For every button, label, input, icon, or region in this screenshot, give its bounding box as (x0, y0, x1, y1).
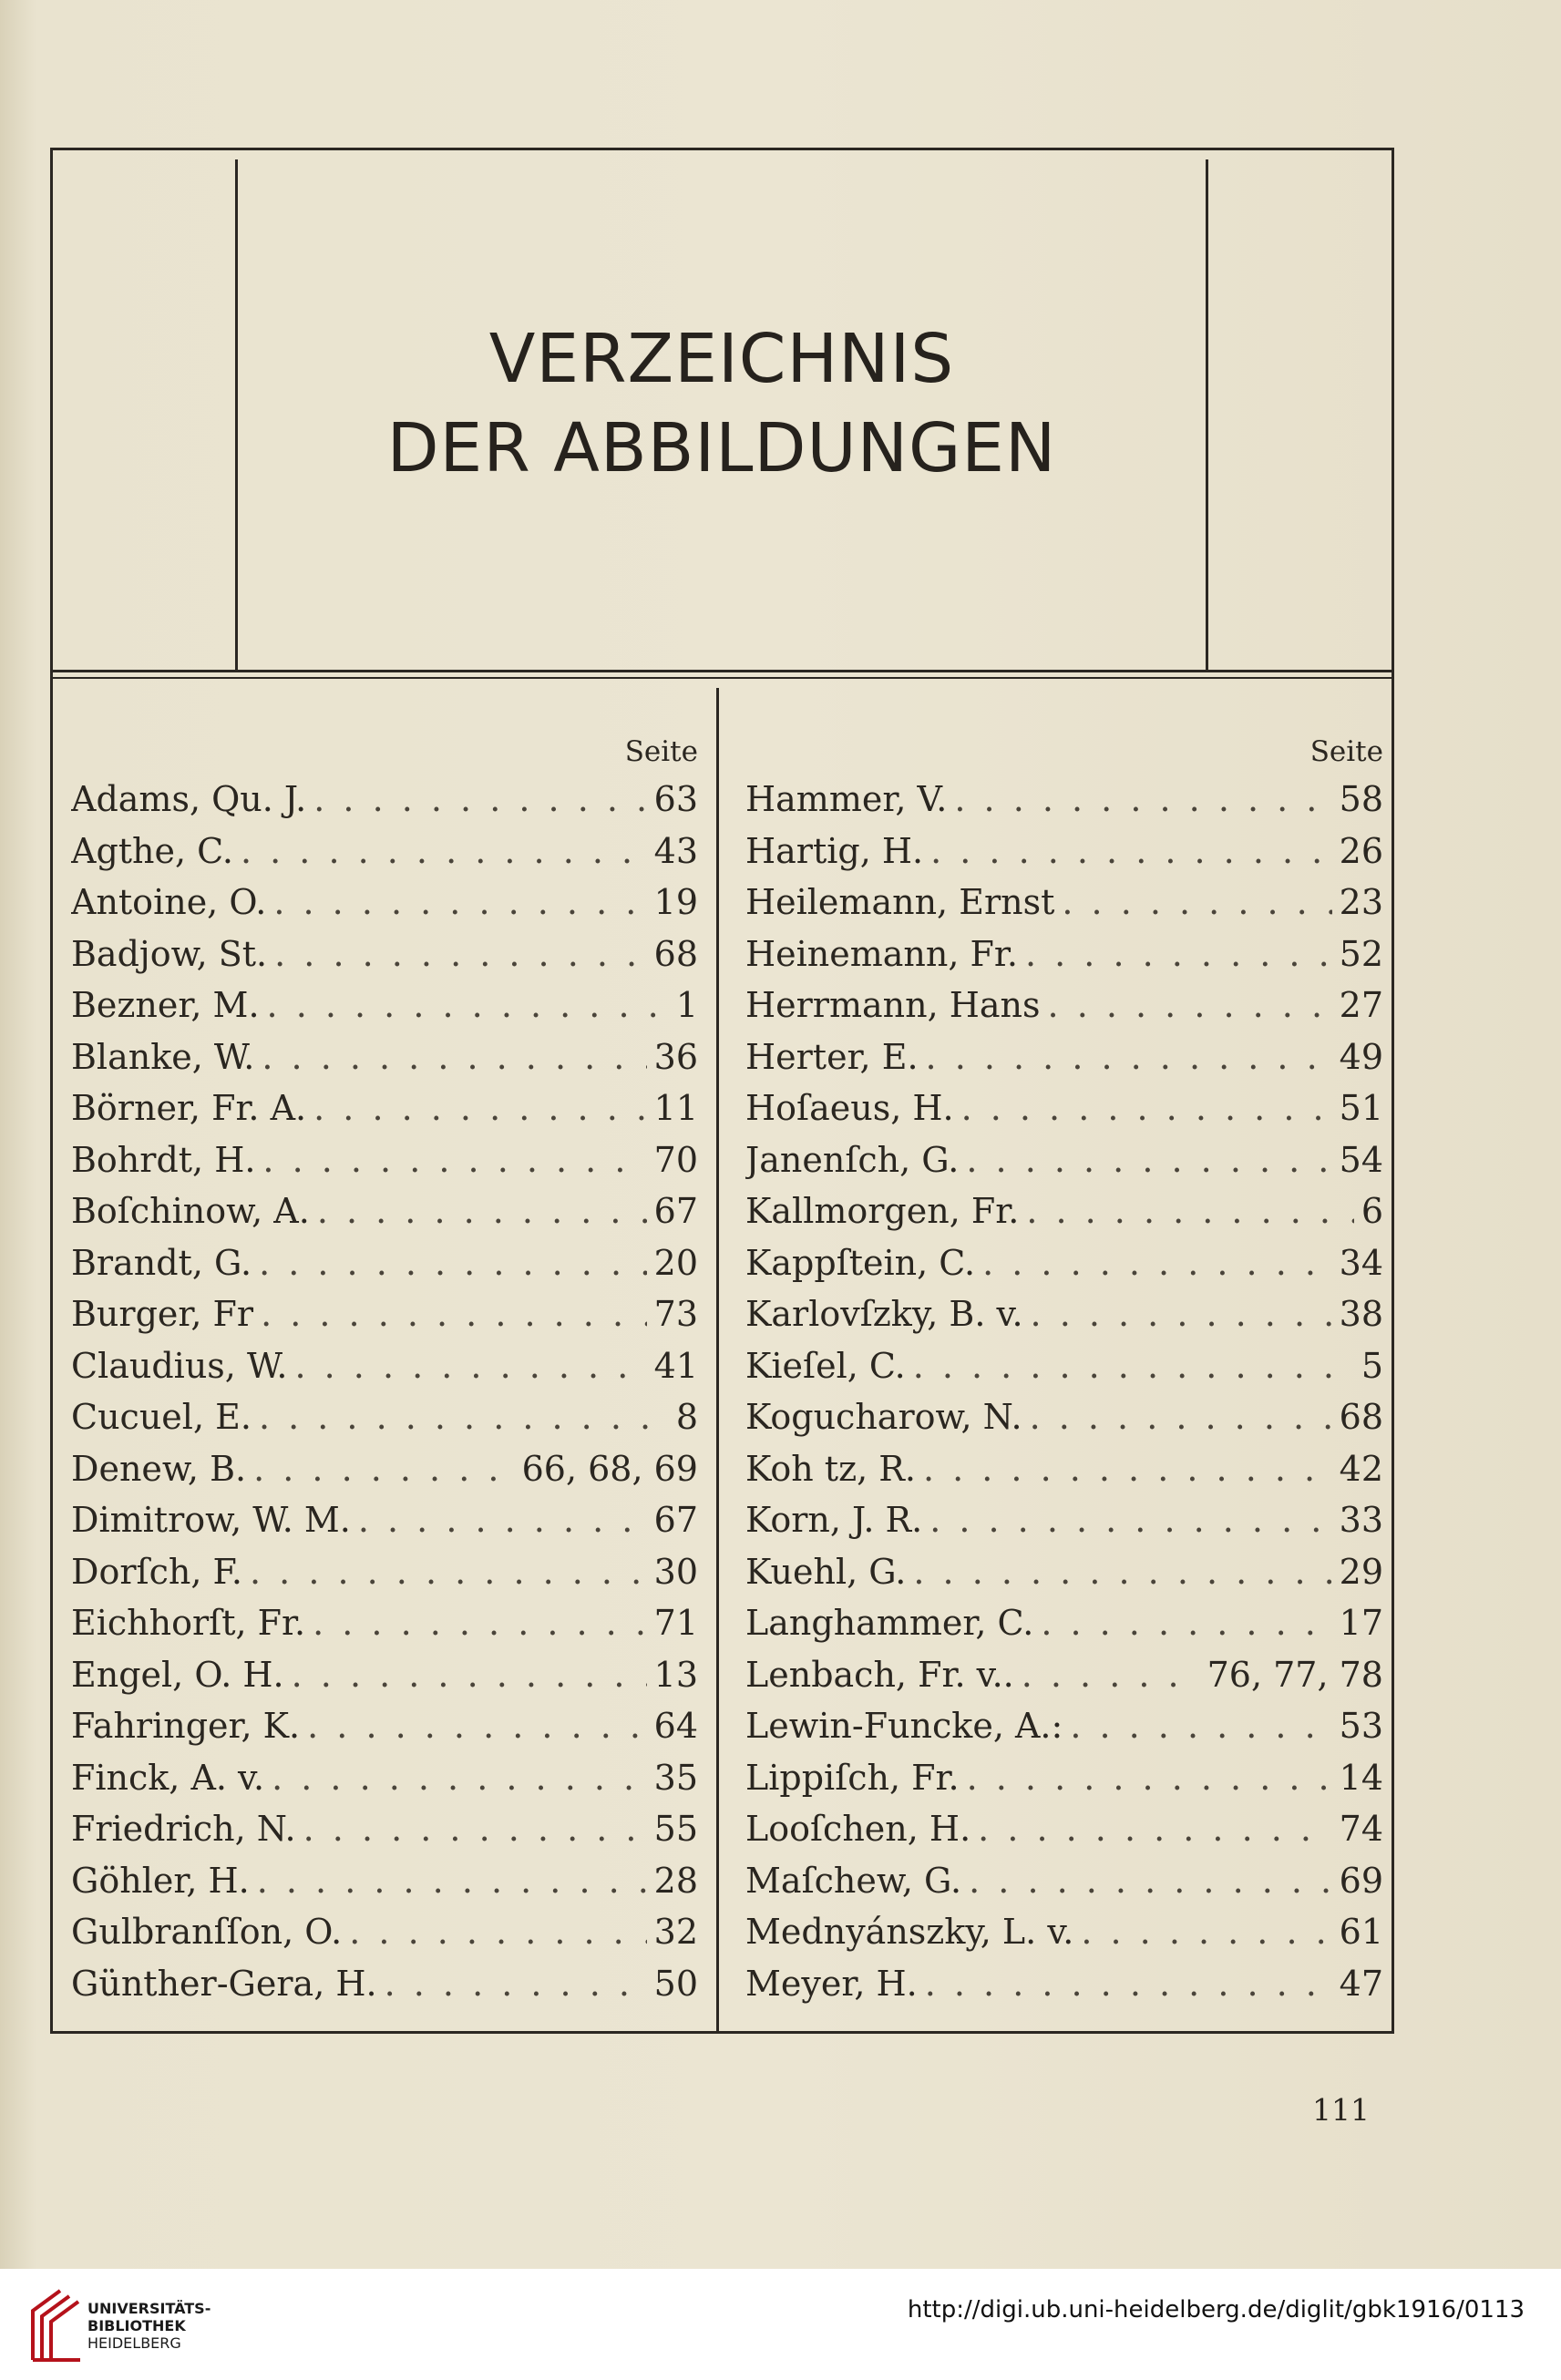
entry-name: Kogucharow, N. (745, 1397, 1022, 1437)
entry-page: 51 (1339, 1088, 1383, 1128)
index-entry (71, 1752, 698, 1804)
entry-name: Denew, B. (71, 1448, 247, 1489)
index-entry (745, 1340, 1383, 1392)
entry-page: 19 (653, 882, 698, 922)
entry-name: Heinemann, Fr. (745, 933, 1018, 974)
index-entry (745, 877, 1383, 928)
leader-dots (253, 1443, 515, 1495)
leader-dots (307, 1700, 647, 1752)
entry-name: Lenbach, Fr. v.. (745, 1654, 1014, 1695)
entry-page: 42 (1339, 1448, 1383, 1489)
entry-name: Dimitrow, W. M. (71, 1500, 351, 1540)
leader-dots (250, 1546, 647, 1598)
entry-name: Hoſaeus, H. (745, 1088, 954, 1128)
title-box (53, 150, 1392, 670)
index-entry (71, 928, 698, 980)
entry-name: Adams, Qu. J. (71, 779, 307, 819)
leader-dots (925, 1958, 1332, 2010)
entry-page: 6 (1361, 1191, 1383, 1231)
index-entry (745, 1082, 1383, 1134)
index-entry (745, 1494, 1383, 1546)
index-entry (71, 1855, 698, 1907)
leader-dots (926, 1031, 1332, 1083)
leader-dots (1062, 877, 1331, 928)
index-entry (745, 1700, 1383, 1752)
index-entry (71, 1494, 698, 1546)
index-entry (71, 1391, 698, 1443)
entry-name: Cucuel, E. (71, 1397, 252, 1437)
index-list-left (71, 774, 698, 2009)
leader-dots (1048, 980, 1332, 1031)
entry-page: 17 (1339, 1603, 1383, 1643)
index-entry (745, 1597, 1383, 1649)
entry-page: 32 (653, 1912, 698, 1952)
index-entry (71, 980, 698, 1031)
entry-name: Hartig, H. (745, 830, 924, 871)
entry-page: 26 (1339, 830, 1383, 871)
entry-page: 13 (653, 1654, 698, 1695)
entry-page: 66, 68, 69 (521, 1448, 698, 1489)
leader-dots (313, 1082, 647, 1134)
title-line-2: DER ABBILDUNGEN (386, 409, 1057, 487)
title-line-1: VERZEICHNIS (488, 320, 955, 398)
index-entry (71, 1546, 698, 1598)
entry-page: 28 (653, 1860, 698, 1901)
entry-page: 1 (675, 985, 698, 1025)
index-entry (745, 928, 1383, 980)
entry-name: Boſchinow, A. (71, 1191, 310, 1231)
column-header-seite: Seite (624, 735, 698, 768)
leader-dots (358, 1494, 647, 1546)
entry-name: Antoine, O. (71, 882, 267, 922)
page-title (238, 314, 1206, 493)
leader-dots (929, 1494, 1331, 1546)
index-entry (745, 1752, 1383, 1804)
leader-dots (1022, 1649, 1200, 1701)
entry-page: 74 (1339, 1809, 1383, 1849)
index-entry (71, 1082, 698, 1134)
leader-dots (292, 1649, 647, 1701)
leader-dots (349, 1906, 646, 1958)
leader-dots (294, 1340, 646, 1392)
entry-name: Langhammer, C. (745, 1603, 1034, 1643)
entry-name: Maſchew, G. (745, 1860, 962, 1901)
index-entry (71, 1185, 698, 1237)
entry-name: Bezner, M. (71, 985, 260, 1025)
entry-name: Kallmorgen, Fr. (745, 1191, 1020, 1231)
entry-page: 35 (653, 1757, 698, 1798)
index-column-left (71, 733, 698, 2009)
entry-page: 61 (1339, 1912, 1383, 1952)
entry-name: Göhler, H. (71, 1860, 250, 1901)
column-header-seite: Seite (1309, 735, 1383, 768)
entry-page: 49 (1339, 1036, 1383, 1077)
leader-dots (967, 1752, 1332, 1804)
leader-dots (1070, 1700, 1331, 1752)
source-url-link[interactable]: http://digi.ub.uni-heidelberg.de/diglit/gbk1916/0113 (907, 2296, 1525, 2324)
entry-name: Fahringer, K. (71, 1706, 301, 1746)
leader-dots (982, 1237, 1332, 1289)
library-logo-icon (24, 2283, 93, 2365)
entry-page: 30 (653, 1551, 698, 1592)
entry-name: Karlovſzky, B. v. (745, 1294, 1023, 1334)
title-divider-rule (50, 670, 1394, 672)
index-entry (745, 1031, 1383, 1083)
leader-dots (1031, 1288, 1332, 1340)
leader-dots (259, 1391, 669, 1443)
entry-page: 68 (1339, 1397, 1383, 1437)
leader-dots (313, 774, 646, 826)
entry-name: Herter, E. (745, 1036, 919, 1077)
entry-name: Hammer, V. (745, 779, 948, 819)
entry-name: Meyer, H. (745, 1963, 918, 2004)
leader-dots (1081, 1906, 1331, 1958)
entry-page: 5 (1361, 1345, 1383, 1386)
library-name-line-1: UNIVERSITÄTS- (87, 2300, 211, 2317)
leader-dots (930, 826, 1332, 877)
entry-name: Günther-Gera, H. (71, 1963, 377, 2004)
entry-page: 27 (1339, 985, 1383, 1025)
title-divider-rule-thin (50, 677, 1394, 679)
entry-page: 43 (653, 830, 698, 871)
entry-name: Agthe, C. (71, 830, 233, 871)
index-entry (745, 980, 1383, 1031)
entry-page: 14 (1339, 1757, 1383, 1798)
entry-name: Heilemann, Ernst (745, 882, 1055, 922)
entry-name: Claudius, W. (71, 1345, 288, 1386)
entry-name: Kieſel, C. (745, 1345, 906, 1386)
entry-name: Burger, Fr (71, 1294, 254, 1334)
entry-name: Lewin-Funcke, A.: (745, 1706, 1063, 1746)
index-entry (745, 1391, 1383, 1443)
entry-name: Finck, A. v. (71, 1757, 265, 1798)
index-entry (71, 826, 698, 877)
leader-dots (1026, 1185, 1354, 1237)
leader-dots (1025, 928, 1332, 980)
index-entry (71, 1649, 698, 1701)
leader-dots (262, 1031, 646, 1083)
leader-dots (313, 1597, 647, 1649)
entry-page: 8 (675, 1397, 698, 1437)
entry-name: Korn, J. R. (745, 1500, 923, 1540)
entry-page: 73 (653, 1294, 698, 1334)
entry-page: 67 (653, 1191, 698, 1231)
leader-dots (954, 774, 1331, 826)
entry-name: Kuehl, G. (745, 1551, 907, 1592)
index-entry (745, 1803, 1383, 1855)
entry-page: 64 (653, 1706, 698, 1746)
entry-name: Bohrdt, H. (71, 1139, 256, 1180)
column-divider (716, 688, 719, 2031)
entry-page: 67 (653, 1500, 698, 1540)
entry-page: 63 (653, 779, 698, 819)
index-entry (745, 1288, 1383, 1340)
entry-name: Badjow, St. (71, 933, 268, 974)
entry-name: Janenſch, G. (745, 1139, 960, 1180)
index-entry (745, 1546, 1383, 1598)
index-entry (71, 1288, 698, 1340)
leader-dots (257, 1855, 647, 1907)
entry-name: Eichhorſt, Fr. (71, 1603, 306, 1643)
entry-name: Blanke, W. (71, 1036, 255, 1077)
leader-dots (961, 1082, 1332, 1134)
entry-page: 33 (1339, 1500, 1383, 1540)
entry-page: 20 (653, 1242, 698, 1283)
leader-dots (317, 1185, 647, 1237)
index-entry (745, 1906, 1383, 1958)
leader-dots (267, 980, 669, 1031)
index-entry (745, 774, 1383, 826)
entry-page: 54 (1339, 1139, 1383, 1180)
index-entry (745, 1185, 1383, 1237)
entry-page: 11 (653, 1088, 698, 1128)
entry-name: Friedrich, N. (71, 1809, 296, 1849)
entry-page: 68 (653, 933, 698, 974)
index-entry (71, 1031, 698, 1083)
index-entry (71, 1906, 698, 1958)
footer-bar (0, 2269, 1561, 2380)
entry-name: Brandt, G. (71, 1242, 252, 1283)
leader-dots (913, 1546, 1331, 1598)
library-name-line-3: HEIDELBERG (87, 2334, 181, 2352)
index-entry (71, 1597, 698, 1649)
leader-dots (385, 1958, 647, 2010)
leader-dots (261, 1288, 647, 1340)
index-entry (745, 826, 1383, 877)
entry-page: 53 (1339, 1706, 1383, 1746)
library-name-line-2: BIBLIOTHEK (87, 2317, 186, 2334)
index-entry (71, 1958, 698, 2010)
entry-name: Lippiſch, Fr. (745, 1757, 960, 1798)
entry-page: 55 (653, 1809, 698, 1849)
index-entry (71, 774, 698, 826)
entry-page: 38 (1339, 1294, 1383, 1334)
leader-dots (923, 1443, 1332, 1495)
entry-name: Mednyánszky, L. v. (745, 1912, 1074, 1952)
index-entry (745, 1443, 1383, 1495)
index-entry (71, 1700, 698, 1752)
leader-dots (259, 1237, 647, 1289)
index-entry (71, 1237, 698, 1289)
index-entry (745, 1958, 1383, 2010)
entry-page: 71 (653, 1603, 698, 1643)
entry-page: 36 (653, 1036, 698, 1077)
entry-name: Börner, Fr. A. (71, 1088, 307, 1128)
leader-dots (303, 1803, 647, 1855)
entry-name: Herrmann, Hans (745, 985, 1041, 1025)
page-number: 111 (1312, 2092, 1370, 2128)
leader-dots (966, 1134, 1331, 1186)
index-entry (745, 1649, 1383, 1701)
entry-name: Koh tz, R. (745, 1448, 916, 1489)
leader-dots (273, 877, 646, 928)
entry-page: 52 (1339, 933, 1383, 974)
index-entry (71, 1803, 698, 1855)
entry-name: Engel, O. H. (71, 1654, 284, 1695)
entry-name: Looſchen, H. (745, 1809, 971, 1849)
leader-dots (241, 826, 647, 877)
entry-name: Dorſch, F. (71, 1551, 243, 1592)
entry-page: 23 (1339, 882, 1383, 922)
entry-page: 69 (1339, 1860, 1383, 1901)
entry-page: 70 (653, 1139, 698, 1180)
entry-page: 50 (653, 1963, 698, 2004)
entry-page: 29 (1339, 1551, 1383, 1592)
leader-dots (978, 1803, 1331, 1855)
leader-dots (1030, 1391, 1332, 1443)
leader-dots (272, 1752, 647, 1804)
entry-name: Gulbranſſon, O. (71, 1912, 343, 1952)
index-entry (71, 877, 698, 928)
index-entry (71, 1340, 698, 1392)
leader-dots (913, 1340, 1354, 1392)
leader-dots (262, 1134, 646, 1186)
index-column-right (745, 733, 1383, 2009)
entry-page: 76, 77, 78 (1207, 1654, 1383, 1695)
page-frame (50, 148, 1394, 2034)
leader-dots (969, 1855, 1332, 1907)
index-entry (71, 1443, 698, 1495)
entry-page: 34 (1339, 1242, 1383, 1283)
index-entry (745, 1134, 1383, 1186)
index-entry (71, 1134, 698, 1186)
leader-dots (274, 928, 647, 980)
entry-name: Kappſtein, C. (745, 1242, 976, 1283)
index-entry (745, 1855, 1383, 1907)
title-box-right-rule (1206, 159, 1208, 670)
leader-dots (1041, 1597, 1331, 1649)
index-entry (745, 1237, 1383, 1289)
library-name (87, 2300, 211, 2352)
entry-page: 41 (653, 1345, 698, 1386)
index-list-right (745, 774, 1383, 2009)
entry-page: 58 (1339, 779, 1383, 819)
entry-page: 47 (1339, 1963, 1383, 2004)
